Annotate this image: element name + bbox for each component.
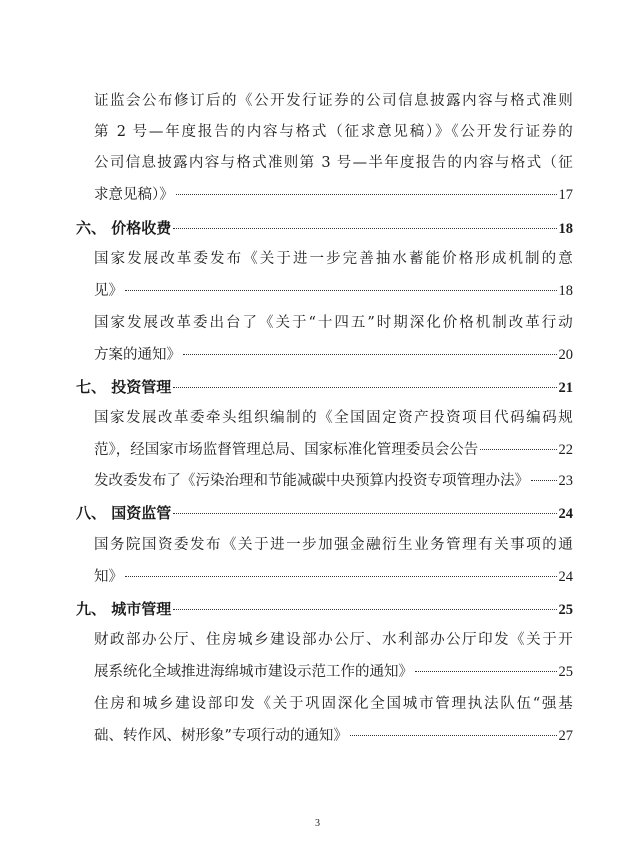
toc-page-number: 17: [558, 187, 573, 203]
toc-page-number: 27: [558, 728, 573, 744]
toc-entry-text: 公司信息披露内容与格式准则第 3 号—半年度报告的内容与格式（征: [94, 155, 573, 171]
toc-entry-line: [94, 691, 573, 717]
toc-entry-text: 国家发展改革委牵头组织编制的《全国固定资产投资项目代码编码规: [94, 410, 573, 426]
toc-entry-text: 见》: [94, 283, 123, 299]
toc-entry-text: 知》: [94, 569, 123, 585]
toc-entry-text: 国家发展改革委发布《关于进一步完善抽水蓄能价格形成机制的意: [94, 251, 573, 267]
toc-entry-line[interactable]: [94, 278, 573, 304]
toc-entry-text: 范》，经国家市场监督管理总局、国家标准化管理委员会公告: [94, 442, 479, 458]
toc-dot-leader: [415, 670, 557, 672]
toc-page-number: 24: [558, 506, 573, 522]
toc-entry-text: 住房和城乡建设部印发《关于巩固深化全国城市管理执法队伍“强基: [94, 696, 573, 712]
toc-entry-text: 国家发展改革委出台了《关于“十四五”时期深化价格机制改革行动: [94, 315, 573, 331]
toc-entry-text: 展系统化全域推进海绵城市建设示范工作的通知》: [94, 664, 413, 680]
toc-dot-leader: [531, 479, 557, 481]
toc-dot-leader: [173, 386, 556, 388]
toc-section-title: 八、 国资监管: [76, 504, 172, 522]
toc-dot-leader: [176, 193, 557, 195]
toc-entry-text: 方案的通知》: [94, 347, 181, 363]
toc-dot-leader: [125, 289, 557, 291]
toc-page-number: 22: [558, 442, 573, 458]
toc-dot-leader: [173, 512, 556, 514]
toc-dot-leader: [183, 353, 557, 355]
toc-page-number: 20: [558, 347, 573, 363]
toc-entry-line[interactable]: [94, 564, 573, 590]
toc-entry-line: [94, 405, 573, 431]
toc-page-number: 23: [558, 473, 573, 489]
toc-entry-line: [94, 150, 573, 176]
toc-section-title: 七、 投资管理: [76, 378, 172, 396]
toc-page-number: 18: [558, 283, 573, 299]
toc-dot-leader: [125, 575, 557, 577]
toc-entry-text: 第 2 号—年度报告的内容与格式（征求意见稿）》《公开发行证券的: [94, 124, 573, 140]
page-number: 3: [315, 818, 320, 829]
toc-section-title: 九、 城市管理: [76, 600, 172, 618]
toc-section-entry[interactable]: [76, 215, 573, 241]
toc-section-entry[interactable]: [76, 374, 573, 400]
toc-entry-line[interactable]: [94, 437, 573, 463]
toc-page-number: 21: [558, 380, 573, 396]
toc-dot-leader: [173, 227, 556, 229]
toc-dot-leader: [173, 608, 556, 610]
toc-entry-text: 国务院国资委发布《关于进一步加强金融衍生业务管理有关事项的通: [94, 537, 573, 553]
toc-page-number: 25: [558, 664, 573, 680]
toc-section-entry[interactable]: [76, 596, 573, 622]
toc-entry-line: [94, 627, 573, 653]
toc-entry-text: 证监会公布修订后的《公开发行证券的公司信息披露内容与格式准则: [94, 93, 573, 109]
toc-dot-leader: [350, 734, 557, 736]
toc-entry-text: 财政部办公厅、住房城乡建设部办公厅、水利部办公厅印发《关于开: [94, 632, 573, 648]
toc-section-entry[interactable]: [76, 500, 573, 526]
toc-entry-line: [94, 119, 573, 145]
toc-entry-line: [94, 532, 573, 558]
toc-entry-text: 础、转作风、树形象”专项行动的通知》: [94, 728, 348, 744]
toc-entry-line[interactable]: [94, 659, 573, 685]
toc-entry-line[interactable]: [94, 342, 573, 368]
toc-dot-leader: [480, 448, 556, 450]
toc-entry-line: [94, 310, 573, 336]
toc-page-number: 24: [558, 569, 573, 585]
toc-entry-line[interactable]: [94, 723, 573, 749]
toc-entry-text: 求意见稿）》: [94, 187, 174, 203]
toc-section-title: 六、 价格收费: [76, 219, 172, 237]
toc-entry-text: 发改委发布了《污染治理和节能减碳中央预算内投资专项管理办法》: [94, 473, 529, 489]
toc-entry-line[interactable]: [94, 182, 573, 208]
toc-entry-line: [94, 246, 573, 272]
toc-entry-line[interactable]: [94, 468, 573, 494]
toc-entry-line: [94, 88, 573, 114]
toc-page-number: 18: [558, 221, 573, 237]
toc-page-number: 25: [558, 602, 573, 618]
